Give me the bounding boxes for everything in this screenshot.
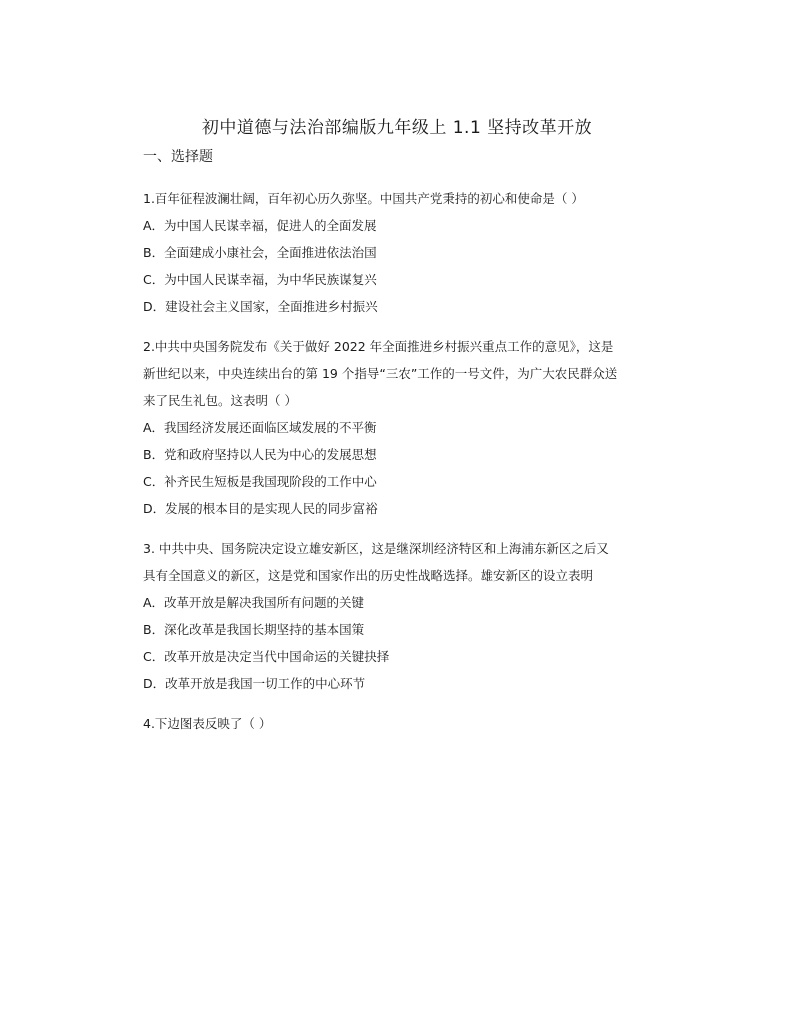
question-2-option-a: A．我国经济发展还面临区域发展的不平衡 [143,420,377,435]
question-2-stem-line-3: 来了民生礼包。这表明（ ） [143,393,297,408]
question-2-option-b: B．党和政府坚持以人民为中心的发展思想 [143,447,377,462]
document-title: 初中道德与法治部编版九年级上 1.1 坚持改革开放 [201,118,593,138]
question-3-option-a: A．改革开放是解决我国所有问题的关键 [143,595,365,610]
section-heading: 一、选择题 [143,149,213,165]
question-2-option-c: C．补齐民生短板是我国现阶段的工作中心 [143,474,377,489]
question-3-option-c: C．改革开放是决定当代中国命运的关键抉择 [143,649,390,664]
question-1-option-b: B．全面建成小康社会，全面推进依法治国 [143,245,377,260]
question-4-stem: 4.下边图表反映了（ ） [143,716,272,731]
question-2-stem-line-2: 新世纪以来，中央连续出台的第 19 个指导“三农”工作的一号文件，为广大农民群众送 [143,366,618,381]
question-3-option-d: D．改革开放是我国一切工作的中心环节 [143,676,366,691]
question-1-stem: 1.百年征程波澜壮阔，百年初心历久弥坚。中国共产党秉持的初心和使命是（ ） [143,191,584,206]
question-1-option-a: A．为中国人民谋幸福，促进人的全面发展 [143,218,377,233]
question-1-option-c: C．为中国人民谋幸福，为中华民族谋复兴 [143,272,377,287]
question-3-stem-line-2: 具有全国意义的新区，这是党和国家作出的历史性战略选择。雄安新区的设立表明 [143,568,594,583]
question-2-stem-line-1: 2.中共中央国务院发布《关于做好 2022 年全面推进乡村振兴重点工作的意见》，这是 [143,339,614,354]
question-1-option-d: D．建设社会主义国家，全面推进乡村振兴 [143,299,378,314]
question-3-option-b: B．深化改革是我国长期坚持的基本国策 [143,622,365,637]
question-3-stem-line-1: 3. 中共中央、国务院决定设立雄安新区，这是继深圳经济特区和上海浦东新区之后又 [143,541,609,556]
question-2-option-d: D．发展的根本目的是实现人民的同步富裕 [143,501,378,516]
